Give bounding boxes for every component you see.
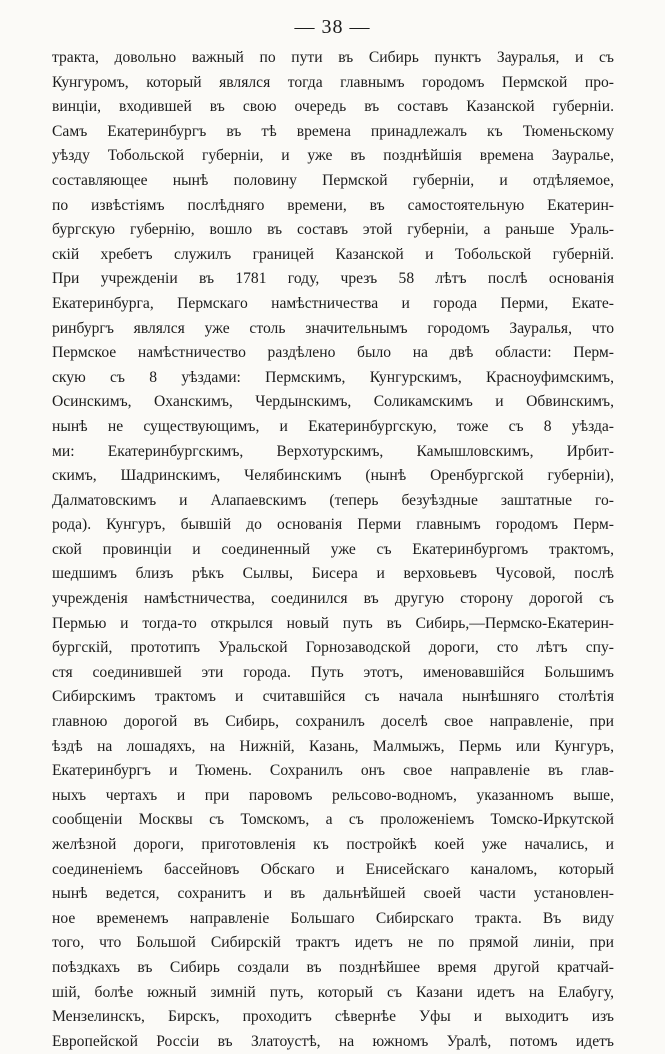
text-line: шедшимъ близъ рѣкъ Сылвы, Бисера и верховьевъ Чусовой, послѣ — [52, 565, 614, 583]
text-line: Екатеринбурга, Пермскаго намѣстничества и города Перми, Екате- — [52, 294, 614, 312]
text-line: Европейской Россіи въ Златоустѣ, на южномъ Уралѣ, потомъ идетъ — [52, 1032, 614, 1050]
text-line: Осинскимъ, Оханскимъ, Чердынскимъ, Соликамскимъ и Обвинскимъ, — [52, 393, 614, 411]
text-line: шій, болѣе южный зимній путь, который съ Казани идетъ на Елабугу, — [52, 983, 614, 1001]
text-line: соединеніемъ бассейновъ Обскаго и Енисейскаго каналомъ, который — [52, 860, 614, 878]
text-line: желѣзной дороги, приготовленія къ постройкѣ коей уже начались, и — [52, 836, 614, 853]
text-line: Сибирскимъ трактомъ и считавшійся съ начала нынѣшняго столѣтія — [52, 688, 614, 706]
text-line: нынѣ ведется, сохранитъ и въ дальнѣйшей своей части установлен- — [52, 885, 614, 903]
text-line: Пермью и тогда-то открылся новый путь въ Сибирь,—Пермско-Екатерин- — [52, 614, 614, 632]
body-text — [52, 46, 614, 1054]
text-line: ное временемъ направленіе Большаго Сибирскаго тракта. Въ виду — [52, 909, 614, 927]
text-line: винціи, входившей въ свою очередь въ составъ Казанской губерніи. — [52, 98, 614, 116]
text-line: учрежденія намѣстничества, соединился въ другую сторону дорогой съ — [52, 590, 614, 608]
text-line: Мензелинскъ, Бирскъ, проходитъ сѣвернѣе Уфы и выходитъ изъ — [52, 1008, 614, 1026]
text-line: Кунгуромъ, который являлся тогда главнымъ городомъ Пермской про- — [52, 73, 614, 91]
text-line: составляющее нынѣ половину Пермской губерніи, и отдѣляемое, — [52, 171, 614, 189]
text-line: бургскій, прототипъ Уральской Горнозаводской дороги, сто лѣтъ спу- — [52, 639, 614, 657]
text-line: стя соединившей эти города. Путь этотъ, именовавшійся Большимъ — [52, 663, 614, 681]
text-line: тракта, довольно важный по пути въ Сибирь пунктъ Зауралья, и съ — [52, 49, 614, 66]
text-line: Далматовскимъ и Алапаевскимъ (теперь безуѣздные заштатные го- — [52, 491, 614, 509]
text-line: бургскую губернію, вошло въ составъ этой губерніи, а раньше Ураль- — [52, 221, 614, 239]
text-line: сообщеніи Москвы съ Томскомъ, а съ проложеніемъ Томско-Иркутской — [52, 811, 614, 829]
text-line: ми: Екатеринбургскимъ, Верхотурскимъ, Камышловскимъ, Ирбит- — [52, 442, 614, 460]
text-line: скій хребетъ служилъ границей Казанской и Тобольской губерній. — [52, 245, 614, 263]
text-line: Самъ Екатеринбургъ въ тѣ времена принадлежалъ къ Тюменьскому — [52, 122, 614, 140]
text-line: того, что Большой Сибирскій трактъ идетъ не по прямой линіи, при — [52, 934, 614, 952]
text-line: Пермское намѣстничество раздѣлено было на двѣ области: Перм- — [52, 344, 614, 362]
text-line: скую съ 8 уѣздами: Пермскимъ, Кунгурскимъ, Красноуфимскимъ, — [52, 368, 614, 386]
text-line: ѣздѣ на лошадяхъ, на Нижній, Казань, Малмыжъ, Пермь или Кунгуръ, — [52, 737, 614, 755]
text-line: ской провинціи и соединенный уже съ Екатеринбургомъ трактомъ, — [52, 540, 614, 558]
text-line: уѣзду Тобольской губерніи, и уже въ позднѣйшія времена Зауралье, — [52, 147, 614, 165]
text-line: Екатеринбургъ и Тюмень. Сохранилъ онъ свое направленіе въ глав- — [52, 762, 614, 780]
page-number: — 38 — — [294, 16, 371, 38]
text-line: ринбургъ являлся уже столь значительнымъ городомъ Зауралья, что — [52, 319, 614, 337]
text-line: нынѣ не существующимъ, и Екатеринбургскую, тоже съ 8 уѣзда- — [52, 417, 614, 435]
text-line: ныхъ чертахъ и при паровомъ рельсово-водномъ, указанномъ выше, — [52, 786, 614, 804]
text-line: главною дорогой въ Сибирь, сохранилъ доселѣ свое направленіе, при — [52, 713, 614, 731]
text-line: поѣздкахъ въ Сибирь создали въ позднѣйшее время другой кратчай- — [52, 958, 614, 976]
text-line: по извѣстіямъ послѣдняго времени, въ самостоятельную Екатерин- — [52, 196, 614, 214]
text-line: При учрежденіи въ 1781 году, чрезъ 58 лѣтъ послѣ основанія — [52, 270, 614, 288]
text-line: скимъ, Шадринскимъ, Челябинскимъ (нынѣ Оренбургской губерніи), — [52, 467, 614, 485]
text-line: рода). Кунгуръ, бывшій до основанія Перми главнымъ городомъ Перм- — [52, 516, 614, 534]
